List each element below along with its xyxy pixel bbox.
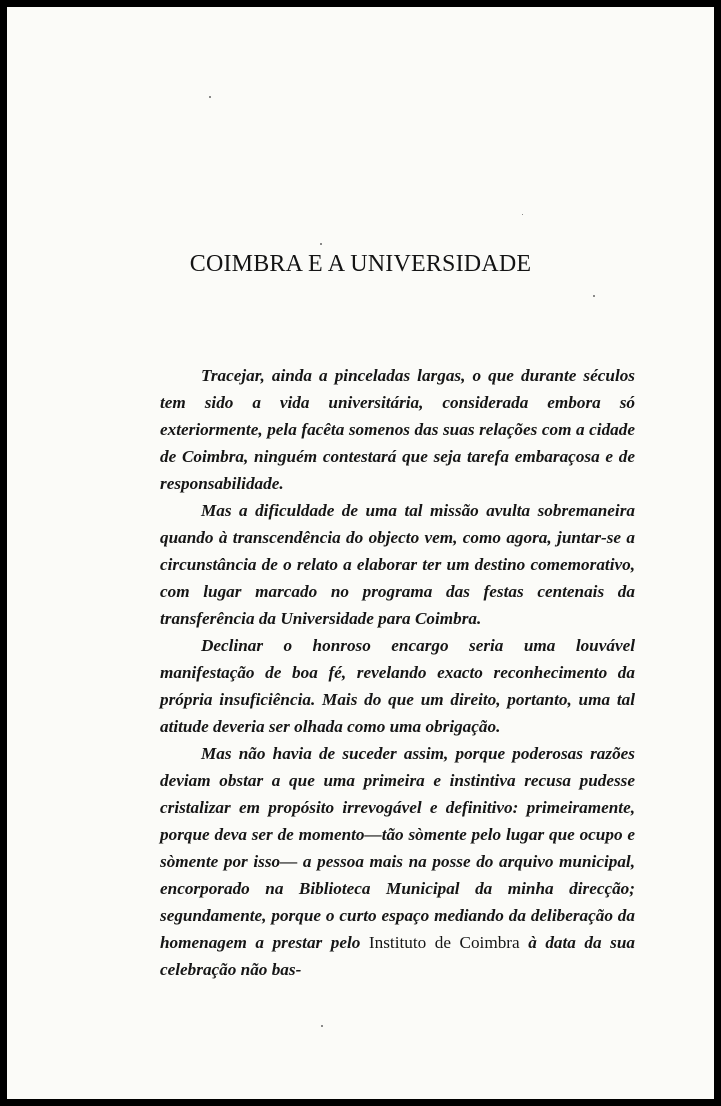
scan-speck [320,243,322,245]
paragraph: Tracejar, ainda a pinceladas largas, o que durante séculos tem sido a vida universitária, considerada embora só exteriormente, pela facêta somenos das suas relações com a cidade de Coimbra, ninguém contestará que seja tarefa embaraçosa e de responsabilidade. [160,366,635,493]
page-title: COIMBRA E A UNIVERSIDADE [189,251,532,277]
paragraph-text: Mas não havia de suceder assim, porque poderosas razões deviam obstar a que uma primeira e instintiva recusa pudesse cristalizar em propósito irrevogável e definitivo: primeiramente, porque deva ser de momento—tão sòmente pelo lugar que ocupo e sòmente por isso— a pessoa mais na posse do arquivo municipal, encorporado na Biblioteca Municipal da minha direcção; segundamente, porque o curto espaço mediando da deliberação da homenagem a prestar pelo [160,744,635,952]
paragraph-text: à data da sua celebração não bas- [160,933,635,979]
body-text [160,362,635,983]
scan-speck [209,96,211,98]
scan-speck [321,1025,323,1027]
scan-speck [522,214,523,215]
scan-speck [593,295,595,297]
paragraph: Declinar o honroso encargo seria uma louvável manifestação de boa fé, revelando exacto reconhecimento da própria insuficiência. Mais do que um direito, portanto, uma tal atitude deveria ser olhada como uma obrigação. [160,636,635,736]
document-page [7,7,714,1099]
paragraph: Mas a dificuldade de uma tal missão avulta sobremaneira quando à transcendência do objecto vem, como agora, juntar-se a circunstância de o relato a elaborar ter um destino comemorativo, com lugar marcado no programa das festas centenais da transferência da Universidade para Coimbra. [160,501,635,628]
institution-name: Instituto de Coimbra [368,933,520,952]
paragraph [160,740,635,983]
